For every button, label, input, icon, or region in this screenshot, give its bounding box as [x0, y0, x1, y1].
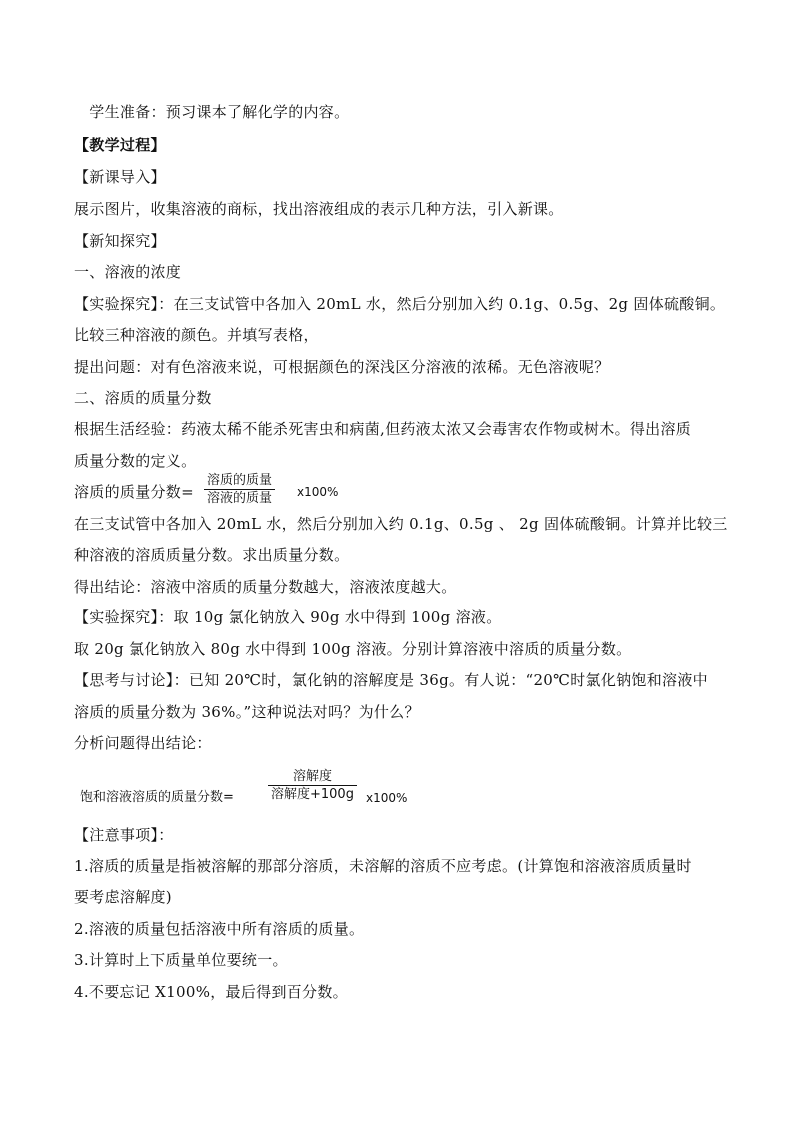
formula1-numerator: 溶质的质量 — [207, 473, 273, 488]
analysis-line: 分析问题得出结论： — [74, 734, 212, 752]
formula1-denominator: 溶液的质量 — [207, 491, 273, 506]
calc-line-1: 在三支试管中各加入 20mL 水，然后分别加入约 0.1g、0.5g 、 2g 固体硫酸铜。计算并比较三 — [74, 515, 728, 533]
experiment-line-1: 【实验探究】：在三支试管中各加入 20mL 水，然后分别加入约 0.1g、0.5g、2g 固体硫酸铜。 — [74, 295, 726, 313]
experiment-line-2: 比较三种溶液的颜色。并填写表格， — [74, 326, 319, 344]
note-1-line-1: 1.溶质的质量是指被溶解的那部分溶质，未溶解的溶质不应考虑。(计算饱和溶液溶质质量时 — [74, 857, 692, 875]
note-1-line-2: 要考虑溶解度) — [74, 888, 172, 906]
life-experience-line-2: 质量分数的定义。 — [74, 452, 197, 470]
formula1-label: 溶质的质量分数= — [74, 483, 194, 501]
section-two-title: 二、溶质的质量分数 — [74, 389, 212, 407]
experiment2-line-2: 取 20g 氯化钠放入 80g 水中得到 100g 溶液。分别计算溶液中溶质的质量分数。 — [74, 640, 632, 658]
discussion-line-2: 溶质的质量分数为 36%。”这种说法对吗？为什么？ — [74, 703, 420, 721]
note-4: 4.不要忘记 X100%，最后得到百分数。 — [74, 983, 348, 1001]
student-preparation: 学生准备：预习课本了解化学的内容。 — [74, 103, 350, 121]
conclusion-line: 得出结论：溶液中溶质的质量分数越大，溶液浓度越大。 — [74, 578, 457, 596]
heading-new-knowledge: 【新知探究】 — [74, 232, 166, 250]
formula2-numerator: 溶解度 — [292, 769, 332, 784]
heading-notes: 【注意事项】： — [74, 826, 174, 844]
calc-line-2: 种溶液的溶质质量分数。求出质量分数。 — [74, 546, 350, 564]
formula2-label: 饱和溶液溶质的质量分数= — [80, 790, 234, 805]
formula1-multiplier: x100% — [297, 485, 339, 499]
formula2-fraction — [268, 768, 357, 803]
formula2-multiplier: x100% — [366, 791, 408, 805]
intro-paragraph: 展示图片，收集溶液的商标，找出溶液组成的表示几种方法，引入新课。 — [74, 200, 564, 218]
formula2-denominator: 溶解度+100g — [271, 787, 354, 802]
note-3: 3.计算时上下质量单位要统一。 — [74, 951, 288, 969]
life-experience-line-1: 根据生活经验：药液太稀不能杀死害虫和病菌,但药液太浓又会毒害农作物或树木。得出溶质 — [74, 420, 692, 438]
heading-new-lesson-intro: 【新课导入】 — [74, 168, 166, 186]
formula1-fraction — [204, 472, 275, 507]
discussion-line-1: 【思考与讨论】：已知 20℃时，氯化钠的溶解度是 36g。有人说：“20℃时氯化钠饱和溶液中 — [74, 671, 708, 689]
note-2: 2.溶液的质量包括溶液中所有溶质的质量。 — [74, 920, 365, 938]
question-line: 提出问题：对有色溶液来说，可根据颜色的深浅区分溶液的浓稀。无色溶液呢？ — [74, 358, 610, 376]
section-one-title: 一、溶液的浓度 — [74, 263, 182, 281]
heading-teaching-process: 【教学过程】 — [74, 136, 166, 154]
experiment2-line-1: 【实验探究】：取 10g 氯化钠放入 90g 水中得到 100g 溶液。 — [74, 608, 502, 626]
